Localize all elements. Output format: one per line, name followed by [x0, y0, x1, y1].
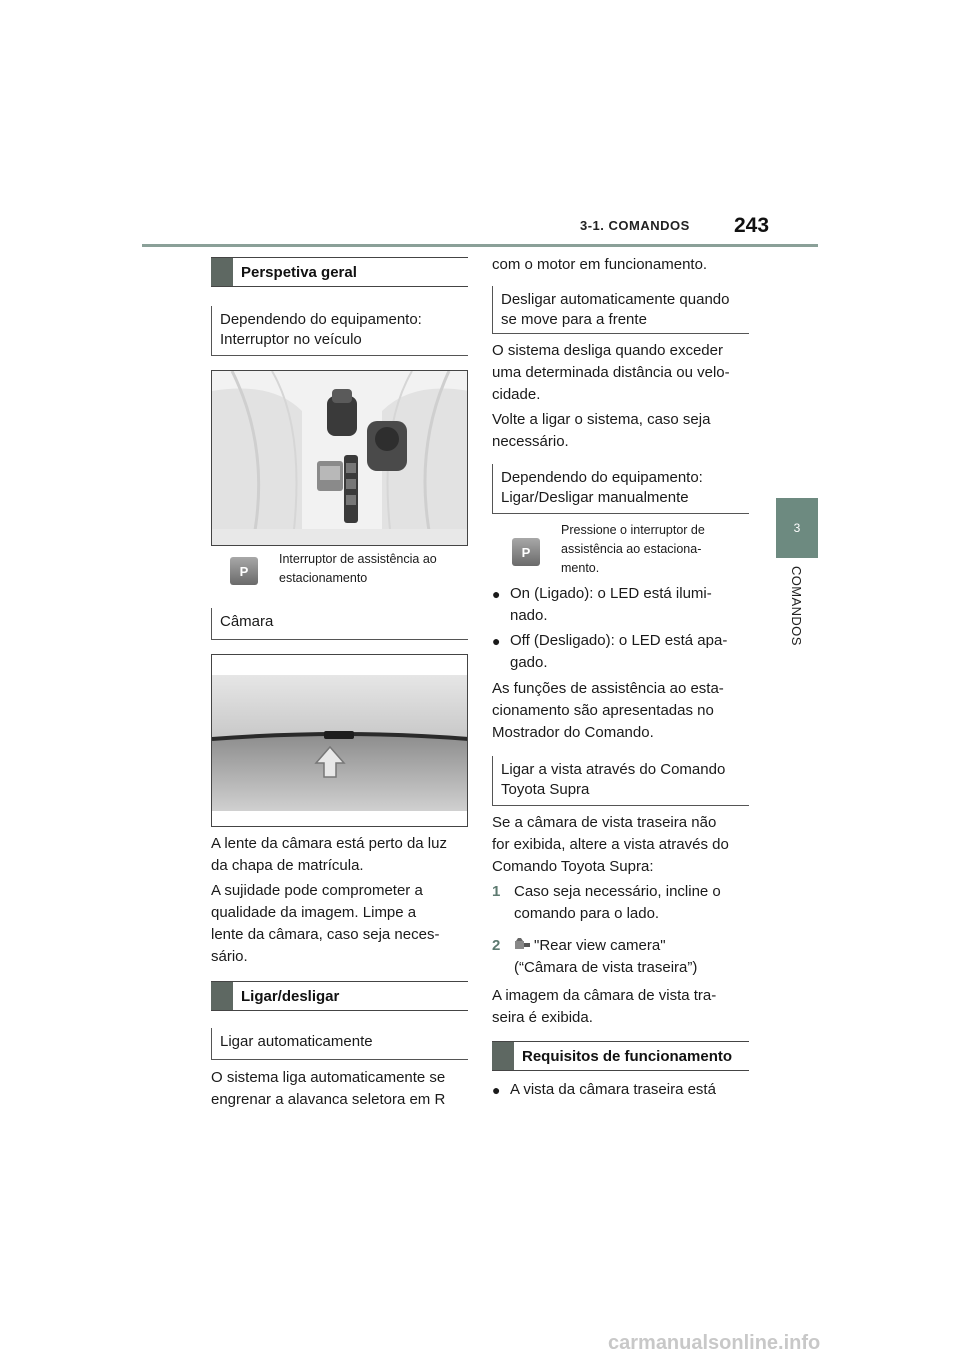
auto-off-subheading: Desligar automaticamente quando se move para a frente [492, 286, 749, 334]
chapter-label: COMANDOS [789, 566, 804, 646]
bullet-requirement: ● A vista da câmara traseira está [492, 1081, 716, 1098]
bullet-on: ● On (Ligado): o LED está ilumi- nado. [492, 585, 712, 624]
on-off-heading: Ligar/desligar [211, 981, 468, 1011]
console-switch-image [211, 370, 468, 546]
view-text: Se a câmara de vista traseira não for exibida, altere a vista através do Comando Toyota Supra: [492, 814, 729, 875]
header-rule [142, 244, 818, 247]
auto-off-text-2: Volte a ligar o sistema, caso seja necessário. [492, 411, 711, 450]
camera-text-2: A sujidade pode comprometer a qualidade da imagem. Limpe a lente da câmara, caso seja neces- sário. [211, 882, 440, 965]
page-number: 243 [734, 214, 770, 237]
equip-switch-subheading: Dependendo do equipamento: Interruptor no veículo [211, 306, 468, 356]
step-1: 1 Caso seja necessário, incline o comando para o lado. [492, 883, 721, 922]
image-shown-text: A imagem da câmara de vista tra- seira é exibida. [492, 987, 717, 1026]
chapter-tab[interactable] [776, 498, 818, 558]
functions-text: As funções de assistência ao esta- cionamento são apresentadas no Mostrador do Comando. [492, 680, 724, 741]
step-2: 2 "Rear view camera" (“Câmara de vista traseira”) [492, 937, 698, 976]
press-switch-text: Pressione o interruptor de assistência ao estaciona- mento. [561, 523, 705, 575]
overview-heading: Perspetiva geral [211, 257, 468, 287]
requirements-heading: Requisitos de funcionamento [492, 1041, 749, 1071]
watermark: carmanualsonline.info [608, 1332, 821, 1354]
section-title: 3-1. COMANDOS [580, 218, 690, 233]
chapter-number: 3 [793, 521, 801, 535]
auto-on-text: O sistema liga automaticamente se engrenar a alavanca seletora em R [211, 1069, 446, 1108]
auto-on-subheading: Ligar automaticamente [211, 1028, 468, 1060]
rear-camera-image [211, 654, 468, 827]
park-assist-button-icon: P [230, 557, 258, 585]
auto-off-text-1: O sistema desliga quando exceder uma determinada distância ou velo- cidade. [492, 342, 730, 403]
park-assist-button-icon: P [512, 538, 540, 566]
manual-subheading: Dependendo do equipamento: Ligar/Desligar manualmente [492, 464, 749, 514]
camera-subheading: Câmara [211, 608, 468, 640]
view-subheading: Ligar a vista através do Comando Toyota Supra [492, 756, 749, 806]
switch-caption: Interruptor de assistência ao estacionamento [279, 552, 437, 585]
continued-text: com o motor em funcionamento. [492, 256, 708, 273]
bullet-off: ● Off (Desligado): o LED está apa- gado. [492, 632, 728, 671]
rear-view-camera-icon [514, 938, 532, 952]
camera-text-1: A lente da câmara está perto da luz da chapa de matrícula. [211, 835, 447, 874]
